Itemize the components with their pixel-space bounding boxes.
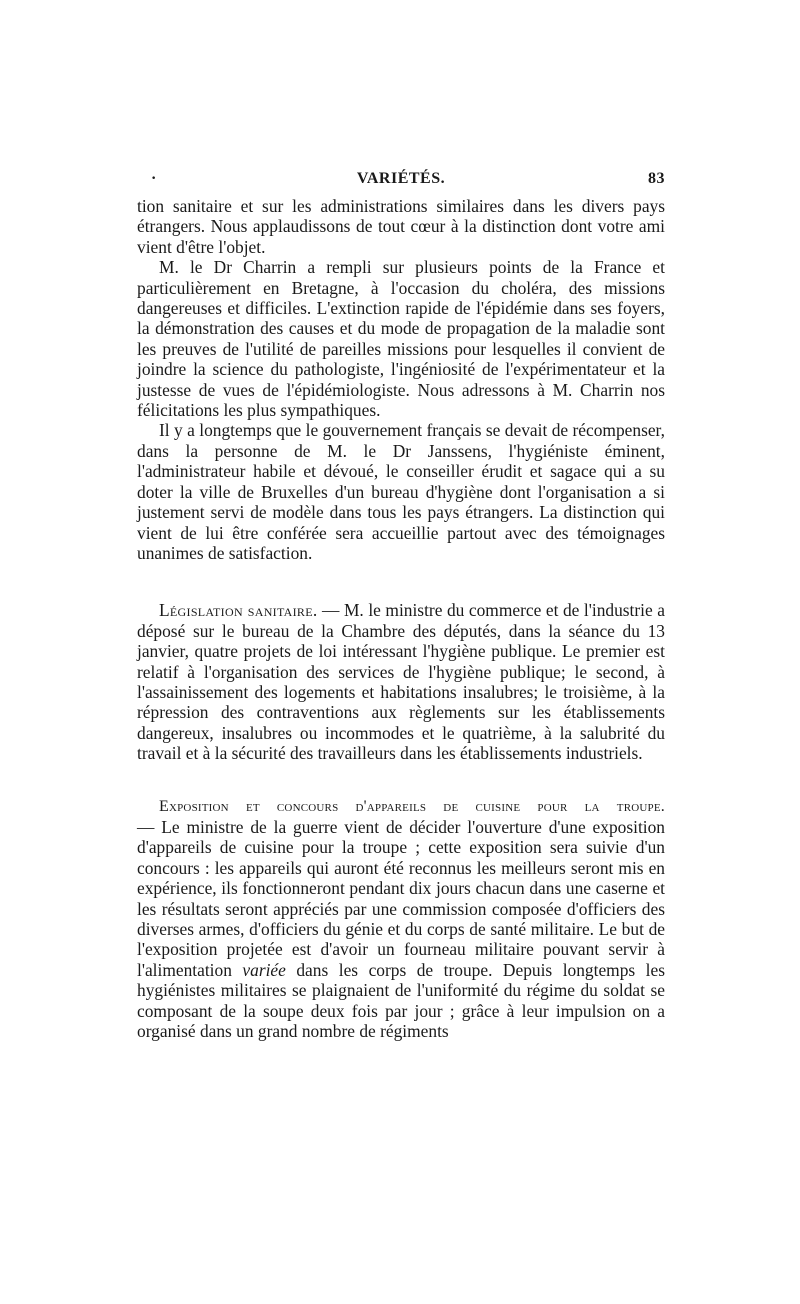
legislation-paragraph: [137, 600, 665, 763]
running-header: [137, 170, 665, 196]
paragraph-continuation: tion sanitaire et sur les administrations similaires dans les divers pays étrangers. Nous applaudissons de tout cœur à la distinction dont votre ami vient d'être l'objet.: [137, 196, 665, 257]
book-page: [137, 170, 665, 1041]
paragraph-charrin: M. le Dr Charrin a rempli sur plusieurs points de la France et particulièrement en Bretagne, à l'occasion du choléra, des missions dangereuses et difficiles. L'extinction rapide de l'épidémie dans ses foyers, la démonstration des causes et du mode de propagation de la maladie sont les preuves de l'utilité de pareilles missions pour lesquelles il convient de joindre la science du pathologiste, l'ingéniosité de l'expérimentateur et la justesse de vues de l'épidémiologiste. Nous adressons à M. Charrin nos félicitations les plus sympathiques.: [137, 257, 665, 421]
section-legislation: [137, 600, 665, 763]
legislation-heading: Législation sanitaire.: [159, 600, 318, 621]
exposition-heading: Exposition et concours d'appareils de cuisine pour la troupe.: [159, 797, 665, 815]
section-exposition: [137, 797, 665, 1042]
legislation-body: — M. le ministre du commerce et de l'industrie a déposé sur le bureau de la Chambre des députés, dans la séance du 13 janvier, quatre projets de loi intéressant l'hygiène publique. Le premier est relatif à l'organisation des services de l'hygiène publique; le second, à l'assainissement des logements et habitations insalubres; le troisième, à la répression des contraventions aux règlements sur les établissements dangereux, insalubres ou incommodes et le quatrième, à la salubrité du travail et à la sécurité des travailleurs dans les établissements industriels.: [137, 600, 665, 764]
section-title: VARIÉTÉS.: [356, 170, 446, 187]
exposition-paragraph: [137, 817, 665, 1041]
exposition-body-start: — Le ministre de la guerre vient de décider l'ouverture d'une exposition d'appareils de cuisine pour la troupe ; cette exposition sera suivie d'un concours : les appareils qui auront été reconnus les meilleurs seront mis en expérience, ils fonctionneront pendant dix jours chacun dans une caserne et les résultats seront appréciés par une commission composée d'officiers des diverses armes, d'officiers du génie et du corps de santé militaire. Le but de l'exposition projetée est d'avoir un fourneau militaire pouvant servir à l'alimentation: [137, 816, 665, 980]
page-number: 83: [648, 170, 665, 187]
exposition-body-end: dans les corps de troupe. Depuis longtemps les hygiénistes militaires se plaignaient de l'uniformité du régime du soldat se composant de la soupe deux fois par jour ; grâce à leur impulsion on a organisé dans un grand nombre de régiments: [137, 959, 665, 1042]
paragraph-janssens: Il y a longtemps que le gouvernement français se devait de récompenser, dans la personne de M. le Dr Janssens, l'hygiéniste éminent, l'administrateur habile et dévoué, le conseiller érudit et sagace qui a su doter la ville de Bruxelles d'un bureau d'hygiène dont l'organisation a si justement servi de modèle dans tous les pays étrangers. La distinction qui vient de lui être conférée sera accueillie partout avec des témoignages unanimes de satisfaction.: [137, 420, 665, 563]
exposition-emphasis: variée: [242, 959, 286, 980]
header-mark: ·: [151, 170, 157, 187]
